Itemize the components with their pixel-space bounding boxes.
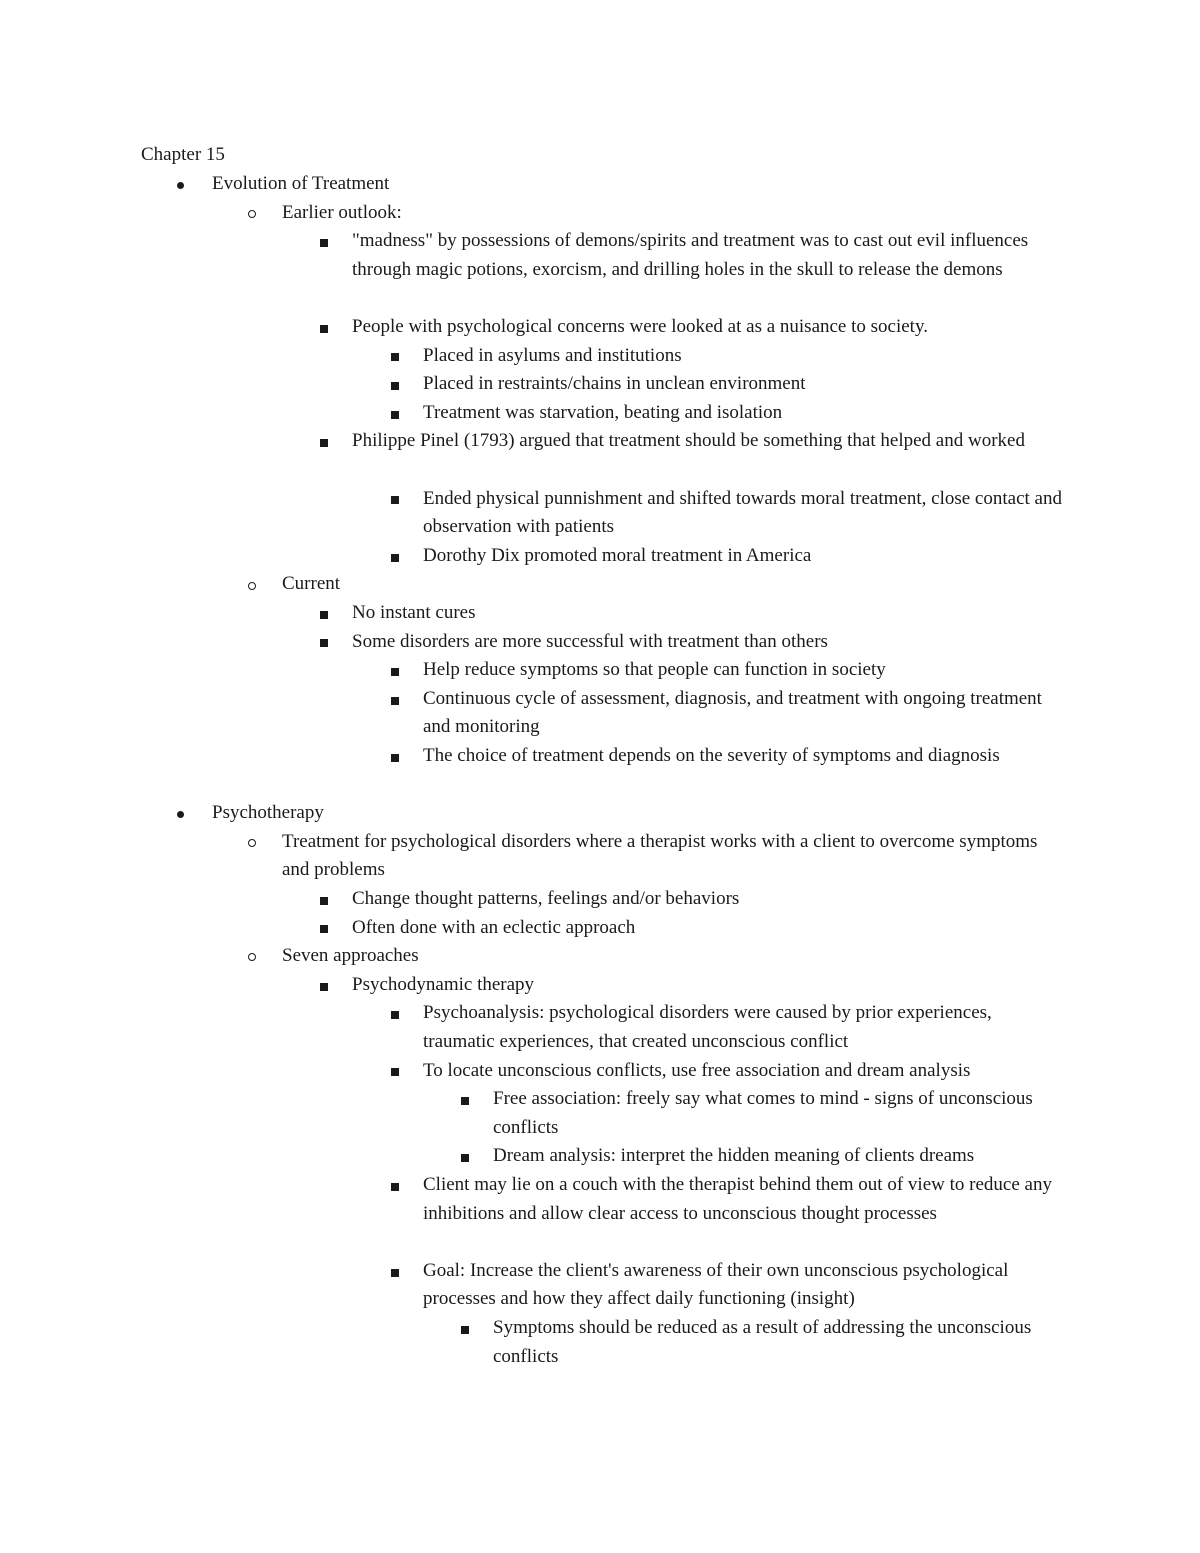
list-item-level-2 xyxy=(282,199,1062,228)
list-item-text: Psychoanalysis: psychological disorders were caused by prior experiences, traumatic experiences, that created unconscious conflict xyxy=(423,1002,992,1052)
square-bullet-icon xyxy=(389,1257,401,1286)
square-bullet-icon xyxy=(318,227,330,256)
list-item-level-4 xyxy=(423,999,1063,1056)
list-item-text: Ended physical punnishment and shifted towards moral treatment, close contact and observation with patients xyxy=(423,487,1062,538)
list-item-text: Help reduce symptoms so that people can function in society xyxy=(423,659,886,681)
filled-circle-bullet-icon xyxy=(174,799,186,828)
square-bullet-icon xyxy=(318,427,330,456)
hollow-circle-bullet-icon xyxy=(246,199,258,228)
list-item-level-2 xyxy=(282,828,1062,885)
list-item-text: Often done with an eclectic approach xyxy=(352,916,636,938)
hollow-circle-bullet-icon xyxy=(246,570,258,599)
list-item-level-3 xyxy=(352,628,1062,657)
list-item-text: No instant cures xyxy=(352,602,476,623)
square-bullet-icon xyxy=(318,313,330,342)
list-item-text: "madness" by possessions of demons/spirits and treatment was to cast out evil influences through magic potions, exorcism, and drilling holes in the skull to release the demons xyxy=(352,230,1029,280)
list-item-text: Philippe Pinel (1793) argued that treatment should be something that helped and worked xyxy=(352,430,1025,452)
square-bullet-icon xyxy=(318,971,330,1000)
list-item-text: Some disorders are more successful with treatment than others xyxy=(352,630,828,652)
list-item-level-4 xyxy=(423,342,1063,371)
list-item-level-3 xyxy=(352,914,1062,943)
list-item-text: The choice of treatment depends on the severity of symptoms and diagnosis xyxy=(423,745,1000,766)
square-bullet-icon xyxy=(389,1171,401,1200)
list-item-level-5 xyxy=(493,1085,1063,1142)
list-item-level-4 xyxy=(423,1057,1063,1086)
square-bullet-icon xyxy=(459,1314,471,1343)
list-item-text: Client may lie on a couch with the therapist behind them out of view to reduce any inhibitions and allow clear access to unconscious thought processes xyxy=(423,1174,1052,1224)
list-item-level-4 xyxy=(423,656,1063,685)
square-bullet-icon xyxy=(389,685,401,714)
square-bullet-icon xyxy=(389,1057,401,1086)
list-item-level-4 xyxy=(423,542,1063,571)
list-item-level-2 xyxy=(282,942,1062,971)
list-item-text: Evolution of Treatment xyxy=(212,173,390,194)
list-item-level-3 xyxy=(352,427,1062,456)
square-bullet-icon xyxy=(389,656,401,685)
list-item-text: Seven approaches xyxy=(282,945,419,967)
list-item-level-2 xyxy=(282,570,1062,599)
list-item-text: Dorothy Dix promoted moral treatment in America xyxy=(423,544,812,566)
square-bullet-icon xyxy=(389,485,401,514)
list-item-text: Dream analysis: interpret the hidden meaning of clients dreams xyxy=(493,1145,975,1167)
list-item-level-3 xyxy=(352,599,1062,628)
square-bullet-icon xyxy=(389,542,401,571)
square-bullet-icon xyxy=(389,370,401,399)
list-item-text: Psychodynamic therapy xyxy=(352,973,535,995)
list-item-level-3 xyxy=(352,227,1062,284)
list-item-level-1 xyxy=(212,170,1062,199)
list-item-text: Placed in asylums and institutions xyxy=(423,344,682,366)
list-item-level-4 xyxy=(423,1171,1063,1228)
list-item-text: People with psychological concerns were looked at as a nuisance to society. xyxy=(352,316,928,337)
list-item-level-3 xyxy=(352,885,1062,914)
square-bullet-icon xyxy=(389,399,401,428)
list-item-level-4 xyxy=(423,1257,1063,1314)
list-item-level-1 xyxy=(212,799,1062,828)
list-item-text: Treatment for psychological disorders where a therapist works with a client to overcome symptoms and problems xyxy=(282,830,1038,881)
list-item-level-4 xyxy=(423,370,1063,399)
square-bullet-icon xyxy=(389,999,401,1028)
list-item-text: Continuous cycle of assessment, diagnosis, and treatment with ongoing treatment and monitoring xyxy=(423,687,1042,738)
hollow-circle-bullet-icon xyxy=(246,828,258,857)
list-item-text: Symptoms should be reduced as a result of addressing the unconscious conflicts xyxy=(493,1317,1032,1367)
square-bullet-icon xyxy=(318,628,330,657)
list-item-text: Goal: Increase the client's awareness of their own unconscious psychological processes and how they affect daily functioning (insight) xyxy=(423,1259,1009,1310)
square-bullet-icon xyxy=(318,914,330,943)
list-item-text: To locate unconscious conflicts, use free association and dream analysis xyxy=(423,1059,971,1081)
list-item-text: Free association: freely say what comes to mind - signs of unconscious conflicts xyxy=(493,1088,1033,1138)
list-item-text: Treatment was starvation, beating and isolation xyxy=(423,401,783,423)
list-item-level-5 xyxy=(493,1314,1063,1371)
list-item-level-4 xyxy=(423,685,1063,742)
list-item-text: Earlier outlook: xyxy=(282,201,402,223)
list-item-level-4 xyxy=(423,399,1063,428)
filled-circle-bullet-icon xyxy=(174,170,186,199)
list-item-level-4 xyxy=(423,485,1063,542)
list-item-level-3 xyxy=(352,971,1062,1000)
list-item-level-4 xyxy=(423,742,1063,771)
square-bullet-icon xyxy=(459,1142,471,1171)
square-bullet-icon xyxy=(318,885,330,914)
square-bullet-icon xyxy=(459,1085,471,1114)
square-bullet-icon xyxy=(389,342,401,371)
chapter-title: Chapter 15 xyxy=(141,144,225,165)
hollow-circle-bullet-icon xyxy=(246,942,258,971)
list-item-text: Current xyxy=(282,573,341,595)
square-bullet-icon xyxy=(389,742,401,771)
list-item-text: Change thought patterns, feelings and/or behaviors xyxy=(352,888,740,909)
list-item-level-3 xyxy=(352,313,1062,342)
square-bullet-icon xyxy=(318,599,330,628)
list-item-level-5 xyxy=(493,1142,1063,1171)
list-item-text: Placed in restraints/chains in unclean environment xyxy=(423,373,806,395)
list-item-text: Psychotherapy xyxy=(212,802,324,824)
